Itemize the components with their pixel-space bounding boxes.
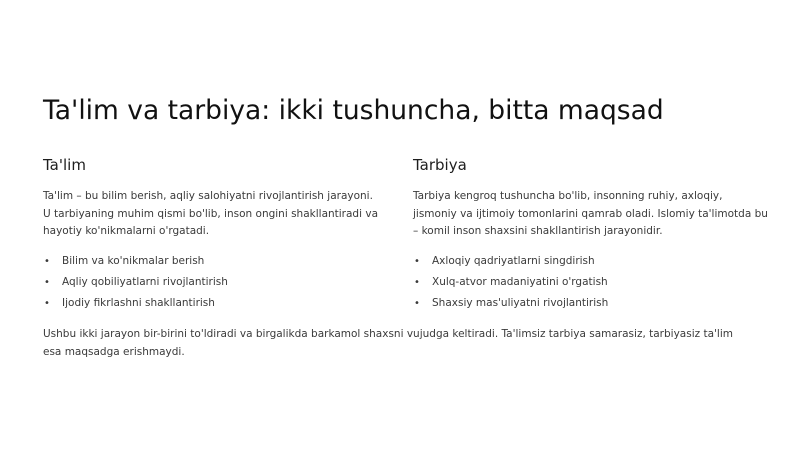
list-item [43, 251, 383, 272]
slide-title: Ta'lim va tarbiya: ikki tushuncha, bitta maqsad [43, 95, 664, 126]
list-item [43, 272, 383, 293]
list-item-text: Axloqiy qadriyatlarni singdirish [432, 255, 595, 268]
bullet-icon: • [414, 256, 420, 268]
bullet-list-talim [43, 251, 383, 314]
column-text-tarbiya: Tarbiya kengroq tushuncha bo'lib, insonning ruhiy, axloqiy, jismoniy va ijtimoiy tomonlarini qamrab oladi. Islomiy ta'limotda bu – komil inson shaxsini shakllantirish jarayonidir. [413, 190, 768, 238]
column-heading-tarbiya: Tarbiya [413, 156, 467, 174]
bullet-icon: • [44, 277, 50, 289]
list-item [413, 293, 768, 314]
list-item-text: Bilim va ko'nikmalar berish [62, 255, 205, 268]
list-item-text: Aqliy qobiliyatlarni rivojlantirish [62, 276, 228, 289]
summary-paragraph: Ushbu ikki jarayon bir-birini to'ldiradi va birgalikda barkamol shaxsni vujudga keltiradi. Ta'limsiz tarbiya samarasiz, tarbiyasiz ta'lim esa maqsadga erishmaydi. [43, 328, 733, 358]
column-text-talim: Ta'lim – bu bilim berish, aqliy salohiyatni rivojlantirish jarayoni. U tarbiyaning muhim qismi bo'lib, inson ongini shakllantiradi va hayotiy ko'nikmalarni o'rgatadi. [43, 190, 379, 238]
bullet-icon: • [414, 277, 420, 289]
list-item-text: Ijodiy fikrlashni shakllantirish [62, 297, 215, 310]
list-item [413, 251, 768, 272]
column-tarbiya [413, 155, 768, 314]
list-item [413, 272, 768, 293]
bullet-icon: • [44, 298, 50, 310]
column-talim [43, 155, 383, 314]
list-item-text: Shaxsiy mas'uliyatni rivojlantirish [432, 297, 609, 310]
bullet-icon: • [414, 298, 420, 310]
column-heading-talim: Ta'lim [43, 156, 86, 174]
list-item-text: Xulq-atvor madaniyatini o'rgatish [432, 276, 608, 289]
bullet-icon: • [44, 256, 50, 268]
list-item [43, 293, 383, 314]
bullet-list-tarbiya [413, 251, 768, 314]
